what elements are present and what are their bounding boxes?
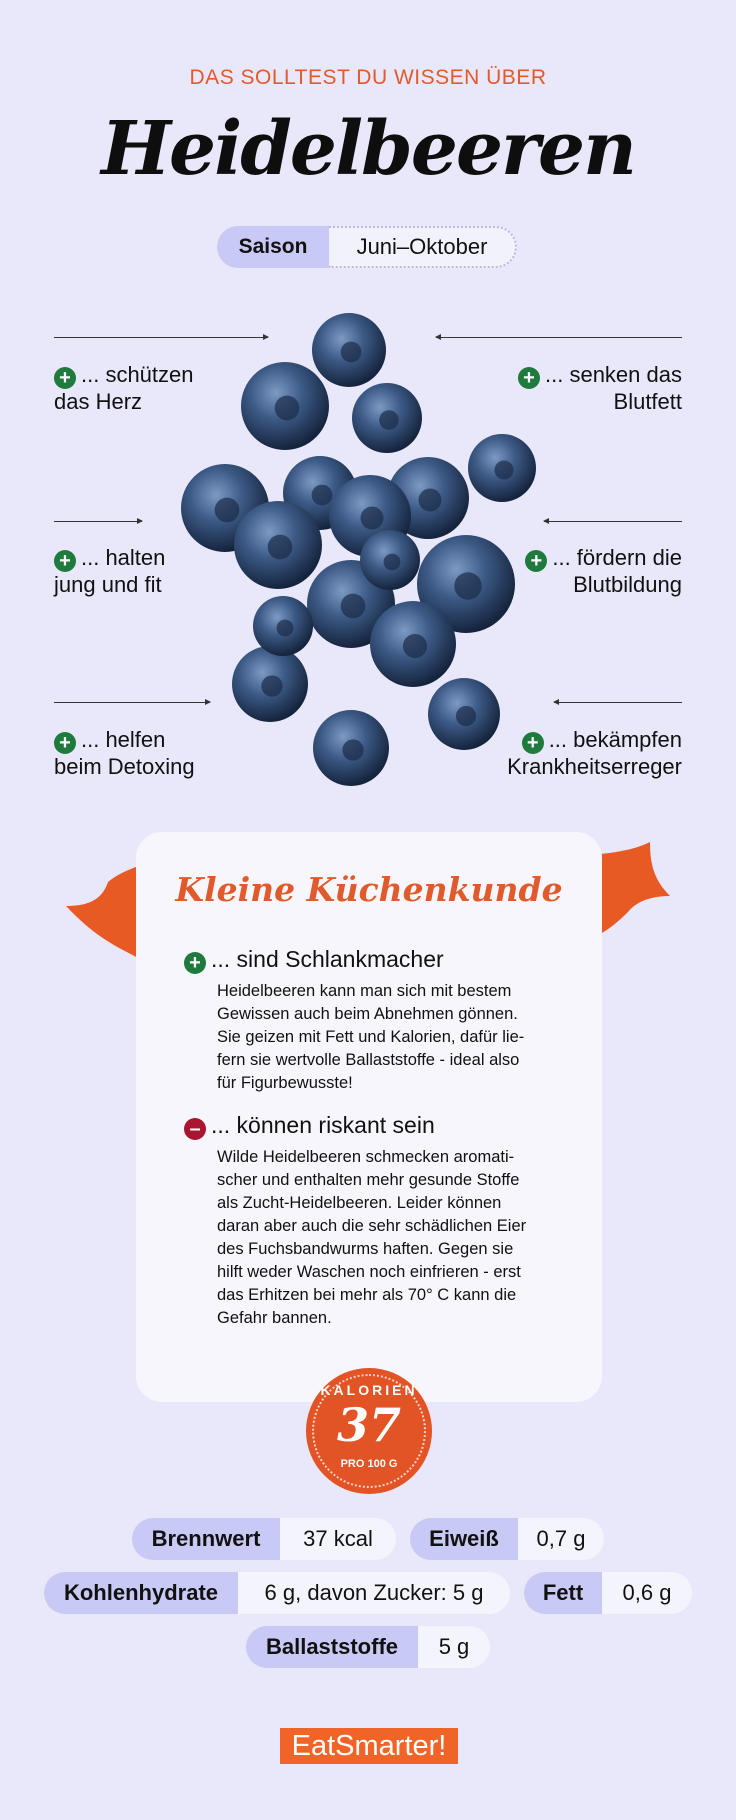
blueberry-crown — [361, 507, 384, 530]
blueberry-crown — [268, 535, 293, 560]
blueberry-crown — [384, 554, 401, 571]
plus-icon: + — [54, 732, 76, 754]
calories-value: 37 — [336, 1398, 401, 1452]
plus-icon: + — [518, 367, 540, 389]
blueberries-image — [180, 300, 560, 800]
blueberry-crown — [403, 634, 427, 658]
arrow-line — [554, 702, 682, 703]
kitchen-point-slimming: + ... sind Schlankmacher Heidelbeeren kann man sich mit bestem Gewissen auch beim Abnehmen gönnen. Sie geizen mit Fett und Kalorien, dafür lie- fern sie wertvolle Ballaststoffe - ideal also für Figurbewusste! — [184, 946, 564, 1095]
plus-icon: + — [525, 550, 547, 572]
kitchen-title: Kleine Küchenkunde — [175, 870, 563, 909]
ribbon-left — [66, 866, 146, 958]
season-value: Juni–Oktober — [329, 226, 517, 268]
benefit-bloodfat: + ... senken das Blutfett — [518, 362, 682, 415]
plus-icon: + — [522, 732, 544, 754]
kitchen-point-text: Heidelbeeren kann man sich mit bestem Gewissen auch beim Abnehmen gönnen. Sie geizen mit Fett und Kalorien, dafür lie- fern sie wertvolle Ballaststoffe - ideal also für Figurbewusste! — [217, 982, 525, 1092]
blueberry-crown — [275, 396, 300, 421]
nutrition-pill-kohlenhydrate: Kohlenhydrate 6 g, davon Zucker: 5 g — [44, 1572, 510, 1614]
arrow-line — [54, 521, 142, 522]
arrow-line — [544, 521, 682, 522]
calories-badge — [306, 1368, 432, 1494]
season-pill — [217, 226, 517, 268]
nutrition-pill-brennwert: Brennwert 37 kcal — [132, 1518, 396, 1560]
plus-icon: + — [184, 952, 206, 974]
arrow-line — [436, 337, 682, 338]
blueberry-crown — [342, 739, 363, 760]
season-label: Saison — [217, 226, 329, 268]
minus-icon: – — [184, 1118, 206, 1140]
blueberry-crown — [312, 485, 333, 506]
arrow-line — [54, 337, 268, 338]
blueberry-crown — [454, 572, 481, 599]
nutrition-pill-ballaststoffe: Ballaststoffe 5 g — [246, 1626, 490, 1668]
arrow-line — [54, 702, 210, 703]
blueberry-crown — [215, 498, 240, 523]
plus-icon: + — [54, 367, 76, 389]
page-title: Heidelbeeren — [101, 106, 635, 192]
calories-label: KALORIEN — [320, 1382, 418, 1398]
blueberry-crown — [341, 342, 362, 363]
eatsmarter-logo[interactable]: EatSmarter! — [280, 1728, 458, 1764]
blueberry-crown — [456, 706, 476, 726]
kicker-text: DAS SOLLTEST DU WISSEN ÜBER — [189, 66, 547, 89]
benefit-detox: + ... helfen beim Detoxing — [54, 727, 195, 779]
calories-unit: PRO 100 G — [340, 1458, 398, 1470]
benefit-blood: + ... fördern die Blutbildung — [525, 545, 682, 598]
ribbon-right — [600, 842, 672, 934]
kitchen-point-text: Wilde Heidelbeeren schmecken aromati- scher und enthalten mehr gesunde Stoffe als Zucht-Heidelbeeren. Leider können daran aber auch die sehr schädlichen Eier des Fuchsbandwurms haften. Gegen sie hilft weder Waschen noch einfrieren - erst das Erhitzen bei mehr als 70° C kann die Gefahr bannen. — [217, 1148, 527, 1327]
nutrition-pill-fett: Fett 0,6 g — [524, 1572, 692, 1614]
plus-icon: + — [54, 550, 76, 572]
nutrition-pill-eiweiss: Eiweiß 0,7 g — [410, 1518, 604, 1560]
benefit-pathogens: + ... bekämpfen Krankheitserreger — [507, 727, 682, 779]
blueberry-crown — [494, 460, 513, 479]
blueberry-crown — [277, 620, 294, 637]
benefit-young: + ... halten jung und fit — [54, 545, 166, 597]
kitchen-point-risk: – ... können riskant sein Wilde Heidelbeeren schmecken aromati- scher und enthalten mehr gesunde Stoffe als Zucht-Heidelbeeren. Leider können daran aber auch die sehr schädlichen Eier des Fuchsbandwurms haften. Gegen sie hilft weder Waschen noch einfrieren - erst das Erhitzen bei mehr als 70° C kann die Gefahr bannen. — [184, 1112, 564, 1330]
blueberry-crown — [419, 489, 442, 512]
blueberry-crown — [261, 675, 282, 696]
benefit-heart: + ... schützen das Herz — [54, 362, 194, 414]
blueberry-crown — [379, 410, 399, 430]
blueberry-crown — [341, 594, 366, 619]
